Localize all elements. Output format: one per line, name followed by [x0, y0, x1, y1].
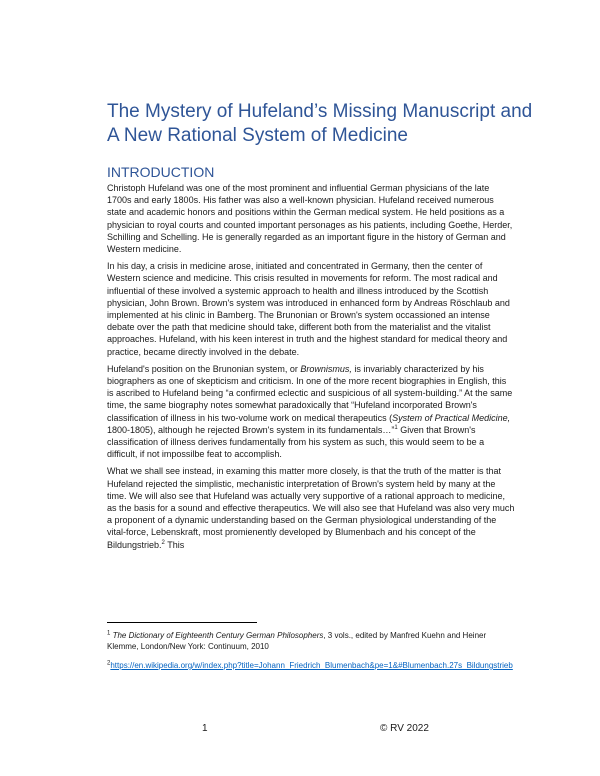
- footnote-2-link[interactable]: https://en.wikipedia.org/w/index.php?title=Johann_Friedrich_Blumenbach&pe=1&#Blumenbach.27s_Bildungstrieb: [110, 661, 513, 670]
- paragraph-3-text-e: 1800-1805), although he rejected Brown's system in its fundamentals…”: [107, 424, 395, 435]
- section-heading: INTRODUCTION: [107, 164, 215, 180]
- page-number: 1: [202, 723, 208, 734]
- footnote-divider: [107, 622, 257, 623]
- footnote-2: [107, 660, 515, 671]
- footnotes: [107, 630, 515, 679]
- footnote-1: [107, 630, 515, 652]
- paragraph-3: [107, 363, 515, 461]
- paragraph-4-text-c: This: [164, 539, 185, 550]
- book-title-practical-medicine: System of Practical Medicine,: [392, 412, 511, 423]
- footnote-ref-1[interactable]: 1: [394, 424, 398, 431]
- footnote-1-book-title: The Dictionary of Eighteenth Century German Philosophers: [112, 631, 324, 640]
- body-text: [107, 182, 515, 556]
- paragraph-4-text-a: What we shall see instead, in examing this matter more closely, is that the truth of the matter is that Hufeland rejected the simplistic, mechanistic interpretation of Brown's system held by many at the time. We will also see that Hufeland was actually very supportive of a rational approach to medicine, as the basis for a sound and effective therapeutics. We will also see that Hufeland was also very much a proponent of a dynamic understanding based on the German physiological understanding of the vital-force, Lebenskraft, most promienently developed by Blumenbach and his concept of the Bildungstrieb.: [107, 466, 515, 550]
- paragraph-3-text-a: Hufeland's position on the Brunonian system, or: [107, 363, 301, 374]
- footnote-2-mark: 2: [107, 660, 111, 667]
- brownismus-term: Brownismus,: [300, 363, 352, 374]
- paragraph-4: [107, 465, 515, 550]
- copyright-notice: © RV 2022: [380, 723, 429, 734]
- footnote-1-mark: 1: [107, 630, 111, 637]
- footnote-1-citation: , 3 vols., edited by Manfred Kuehn and Heiner Klemme, London/New York: Continuum, 2010: [107, 631, 487, 651]
- footnote-ref-2[interactable]: 2: [161, 539, 165, 546]
- paragraph-3-text-g: Given that Brown's classification of illness derives fundamentally from his system as such, this would seem to be a difficult, if not impossilbe feat to accomplish.: [107, 424, 485, 460]
- paragraph-1: Christoph Hufeland was one of the most prominent and influential German physicians of the late 1700s and early 1800s. His father was also a well-known physician. Hufeland received numerous state and academic honors and positions within the German medical system. He held positions as a physician to royal courts and counted important personages as his patients, including Goethe, Herder, Schilling and Schelling. He is generally regarded as an important figure in the history of German and Western medicine.: [107, 183, 513, 255]
- document-title: The Mystery of Hufeland’s Missing Manuscript and A New Rational System of Medicine: [107, 101, 533, 146]
- paragraph-3-text-c: is invariably characterized by his biographers as one of skepticism and criticism. In one of the more recent biographies in English, this is ascribed to Hufeland being “a confirmed eclectic and suspicious of all system-building.” At the same time, the same biography notes somewhat paradoxically that “Hufeland incorporated Brown's classification of illness in his two-volume work on medical therapeutics (: [107, 363, 513, 423]
- paragraph-2: In his day, a crisis in medicine arose, initiated and concentrated in Germany, then the center of Western science and medicine. This crisis resulted in movements for reform. The most radical and influential of these involved a systemic approach to health and illness introduced by the Scottish physician, John Brown. Brown's system was introduced in enhanced form by Andreas Röschlaub and implemented at his clinic in Bamberg. The Brunonian or Brown's system occassioned an intense debate over the path that medicine should take, different both from the materialist and the vitalist approaches. Hufeland, with his keen interest in truth and the highest standard for medical theory and practice, became directly involved in the debate.: [107, 261, 510, 357]
